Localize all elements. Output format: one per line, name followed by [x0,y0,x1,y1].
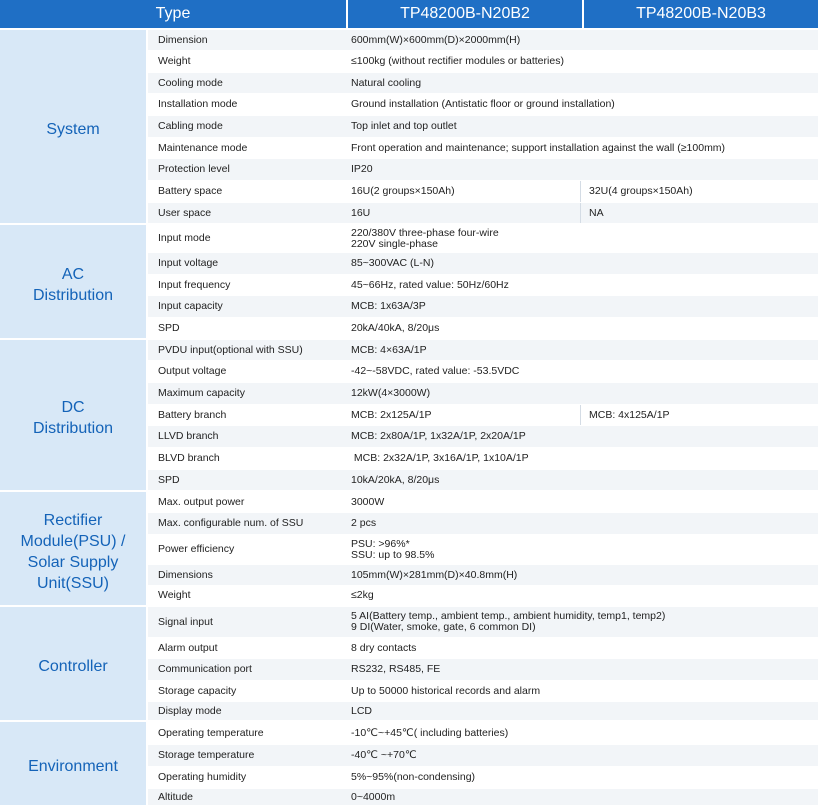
row-value: 2 pcs [351,517,377,529]
section-title: AC Distribution [32,265,114,304]
row-label: Installation mode [158,98,238,110]
row-value-line: 220/380V three-phase four-wire [351,226,499,239]
table-row [148,340,818,360]
table-row [148,681,818,701]
header-model-a-cell [348,0,582,28]
row-label: SPD [158,321,180,334]
row-value: 12kW(4×3000W) [351,387,431,399]
row-label: Input mode [158,232,211,244]
row-label: Storage temperature [158,749,255,761]
row-value: 600mm(W)×600mm(D)×2000mm(H) [351,33,521,46]
section-rectifier-module [0,492,146,605]
row-label: Input voltage [158,257,219,269]
table-row [148,73,818,93]
row-label: Weight [158,589,191,601]
row-value: 85~300VAC (L-N) [351,257,434,269]
table-row [148,296,818,317]
section-ac-distribution [0,225,146,338]
row-value-model-b: 32U(4 groups×150Ah) [580,181,818,202]
row-value: LCD [351,704,373,717]
row-label: Max. output power [158,495,245,508]
table-row [148,116,818,137]
row-value-model-a: 16U(2 groups×150Ah) [351,185,455,197]
table-row [148,138,818,158]
row-label: Protection level [158,163,230,175]
row-value: 20kA/40kA, 8/20μs [351,321,440,334]
table-row [148,361,818,382]
row-label: Operating humidity [158,771,247,783]
row-label: Altitude [158,790,194,803]
row-label: User space [158,206,212,219]
section-title: Rectifier Module(PSU) / Solar Supply Unit(SSU) [20,511,126,592]
row-label: Input capacity [158,300,223,312]
row-label: Maintenance mode [158,141,248,154]
row-value-line: 5 AI(Battery temp., ambient temp., ambient humidity, temp1, temp2) [351,610,666,622]
row-label: Dimension [158,33,208,46]
table-row [148,607,818,637]
row-label: Display mode [158,704,222,717]
row-value: MCB: 2x32A/1P, 3x16A/1P, 1x10A/1P [351,452,529,464]
row-value: 105mm(W)×281mm(D)×40.8mm(H) [351,568,518,581]
table-row [148,318,818,338]
row-label: LLVD branch [158,430,219,442]
row-label: SPD [158,473,180,486]
row-value: Up to 50000 historical records and alarm [351,684,541,697]
row-value: Front operation and maintenance; support installation against the wall (≥100mm) [351,141,726,154]
row-value: Ground installation (Antistatic floor or ground installation) [351,98,615,110]
row-value-model-a: MCB: 2x125A/1P [351,408,432,421]
table-row [148,638,818,658]
row-label: Output voltage [158,365,227,377]
row-label: Dimensions [158,568,213,581]
header-type-label: Type [155,5,191,22]
row-value-model-b: MCB: 4x125A/1P [580,405,818,425]
row-value: 3000W [351,495,385,508]
row-value-line: 220V single-phase [351,237,438,250]
row-label: Alarm output [158,641,218,654]
table-row [148,225,818,252]
row-value: 5%~95%(non-condensing) [351,771,476,783]
row-label: Max. configurable num. of SSU [158,517,304,529]
row-value: -42~-58VDC, rated value: -53.5VDC [351,365,520,377]
row-value: 10kA/20kA, 8/20μs [351,473,440,486]
table-row [148,745,818,766]
row-label: Maximum capacity [158,387,245,399]
table-row [148,565,818,585]
section-dc-distribution [0,340,146,490]
table-row [148,586,818,605]
table-row [148,426,818,447]
header-model-b: TP48200B-N20B3 [636,5,766,22]
table-row [148,659,818,680]
row-value [344,607,818,637]
table-row [148,203,818,223]
table-row [148,405,818,425]
table-row [148,448,818,469]
table-row [148,722,818,744]
row-value-line: 9 DI(Water, smoke, gate, 6 common DI) [351,621,536,633]
table-row [148,789,818,805]
row-label: Input frequency [158,278,231,291]
section-system [0,30,146,223]
row-label: Signal input [158,615,213,628]
row-label: Power efficiency [158,543,235,555]
row-label: Weight [158,55,191,67]
row-value: MCB: 4×63A/1P [351,343,427,356]
row-value: -10℃~+45℃( including batteries) [351,726,509,739]
row-value: 45~66Hz, rated value: 50Hz/60Hz [351,278,509,291]
row-value: MCB: 1x63A/3P [351,300,426,312]
row-value: -40℃ ~+70℃ [351,749,417,761]
row-value: IP20 [351,163,373,175]
table-row [148,535,818,564]
table-row [148,492,818,512]
table-row [148,94,818,115]
row-value: 8 dry contacts [351,641,417,654]
row-label: Communication port [158,663,252,675]
row-label: Cooling mode [158,76,223,89]
section-title: Environment [28,758,118,775]
table-row [148,702,818,720]
table-row [148,51,818,72]
header-type-cell [0,0,346,28]
section-controller [0,607,146,720]
section-environment [0,722,146,805]
section-title: Controller [38,658,108,675]
row-value: ≤2kg [351,589,374,601]
row-value: Top inlet and top outlet [351,120,457,132]
row-value-line: PSU: >96%* [351,537,410,550]
header-model-b-cell [584,0,818,28]
row-label: Operating temperature [158,726,264,739]
header-model-a: TP48200B-N20B2 [400,5,530,22]
row-value-line: SSU: up to 98.5% [351,548,435,561]
row-label: PVDU input(optional with SSU) [158,343,303,356]
row-label: Storage capacity [158,684,237,697]
row-value [344,225,818,252]
table-row [148,181,818,202]
row-value: MCB: 2x80A/1P, 1x32A/1P, 2x20A/1P [351,430,526,442]
row-label: BLVD branch [158,452,220,464]
row-label: Battery space [158,185,223,197]
table-row [148,513,818,534]
row-value: RS232, RS485, FE [351,663,441,675]
section-title: System [46,121,100,138]
row-value: Natural cooling [351,76,422,89]
row-value [344,535,818,564]
row-value: 0~4000m [351,790,396,803]
row-label: Battery branch [158,408,227,421]
table-row [148,275,818,295]
section-title: DC Distribution [32,399,114,437]
row-value: ≤100kg (without rectifier modules or batteries) [351,55,564,67]
row-label: Cabling mode [158,120,223,132]
table-row [148,159,818,180]
table-row [148,30,818,50]
table-row [148,383,818,404]
row-value-model-a: 16U [351,206,371,219]
table-row [148,767,818,788]
table-row [148,253,818,274]
table-row [148,470,818,490]
row-value-model-b: NA [580,203,818,223]
